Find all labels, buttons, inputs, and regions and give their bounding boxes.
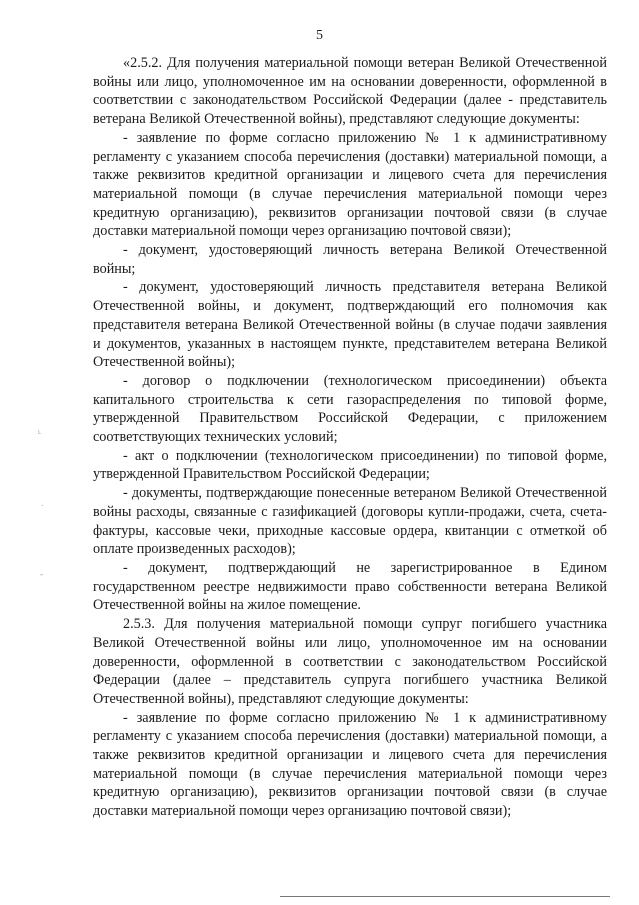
scan-artifact: -: [40, 570, 44, 580]
paragraph-2-5-3: 2.5.3. Для получения материальной помощи супруг погибшего участника Великой Отечественной войны или лицо, уполномоченное им на основании доверенности, оформленной в соответствии с законодательством Российской Федерации (далее – представитель супруга погибшего участника Великой Отечественной войны), представляют следующие документы:: [93, 616, 607, 707]
list-item-spouse-application-form: - заявление по форме согласно приложению № 1 к административному регламенту с указанием способа перечисления (доставки) материальной помощи, а также реквизитов кредитной организации и лицевого счета для перечисления материальной помощи (в случае перечисления материальной помощи через кредитную организацию), реквизитов организации почтовой связи (в случае доставки материальной помощи через организацию почтовой связи);: [93, 709, 607, 820]
scan-artifact: ˙: [40, 505, 45, 515]
page-number: 5: [316, 28, 323, 43]
list-item-connection-act: - акт о подключении (технологическом присоединении) по типовой форме, утвержденной Правительством Российской Федерации;: [93, 447, 607, 483]
list-item-representative-id: - документ, удостоверяющий личность представителя ветерана Великой Отечественной войны, и документ, подтверждающий его полномочия как представителя ветерана Великой Отечественной войны (в случае подачи заявления и документов, указанных в настоящем пункте, представителем ветерана Великой Отечественной войны);: [93, 279, 607, 371]
scan-artifact: ᴸ: [38, 430, 42, 440]
list-item-veteran-id: - документ, удостоверяющий личность ветерана Великой Отечественной войны;: [93, 242, 607, 277]
list-item-application-form: - заявление по форме согласно приложению № 1 к административному регламенту с указанием способа перечисления (доставки) материальной помощи, а также реквизитов кредитной организации и лицевого счета для перечисления материальной помощи (в случае перечисления материальной помощи через кредитную организацию), реквизитов организации почтовой связи (в случае доставки материальной помощи через организацию почтовой связи);: [93, 129, 607, 240]
list-item-property-document: - документ, подтверждающий не зарегистрированное в Едином государственном реестре недвижимости право собственности ветерана Великой Отечественной войны на жилое помещение.: [93, 559, 607, 614]
list-item-expense-documents: - документы, подтверждающие понесенные ветераном Великой Отечественной войны расходы, связанные с газификацией (договоры купли-продажи, счета, счета-фактуры, кассовые чеки, приходные кассовые ордера, квитанции с отметкой об оплате произведенных расходов);: [93, 485, 607, 558]
document-body: [93, 54, 607, 821]
list-item-connection-contract: - договор о подключении (технологическом присоединении) объекта капитального строительства к сети газораспределения по типовой форме, утвержденной Правительством Российской Федерации, с приложением соответствующих технических условий;: [93, 372, 607, 446]
page-bottom-rule: [280, 896, 610, 897]
paragraph-2-5-2: «2.5.2. Для получения материальной помощи ветеран Великой Отечественной войны или лицо, уполномоченное им на основании доверенности, оформленной в соответствии с законодательством Российской Федерации (далее - представитель ветерана Великой Отечественной войны), представляют следующие документы:: [93, 55, 607, 128]
